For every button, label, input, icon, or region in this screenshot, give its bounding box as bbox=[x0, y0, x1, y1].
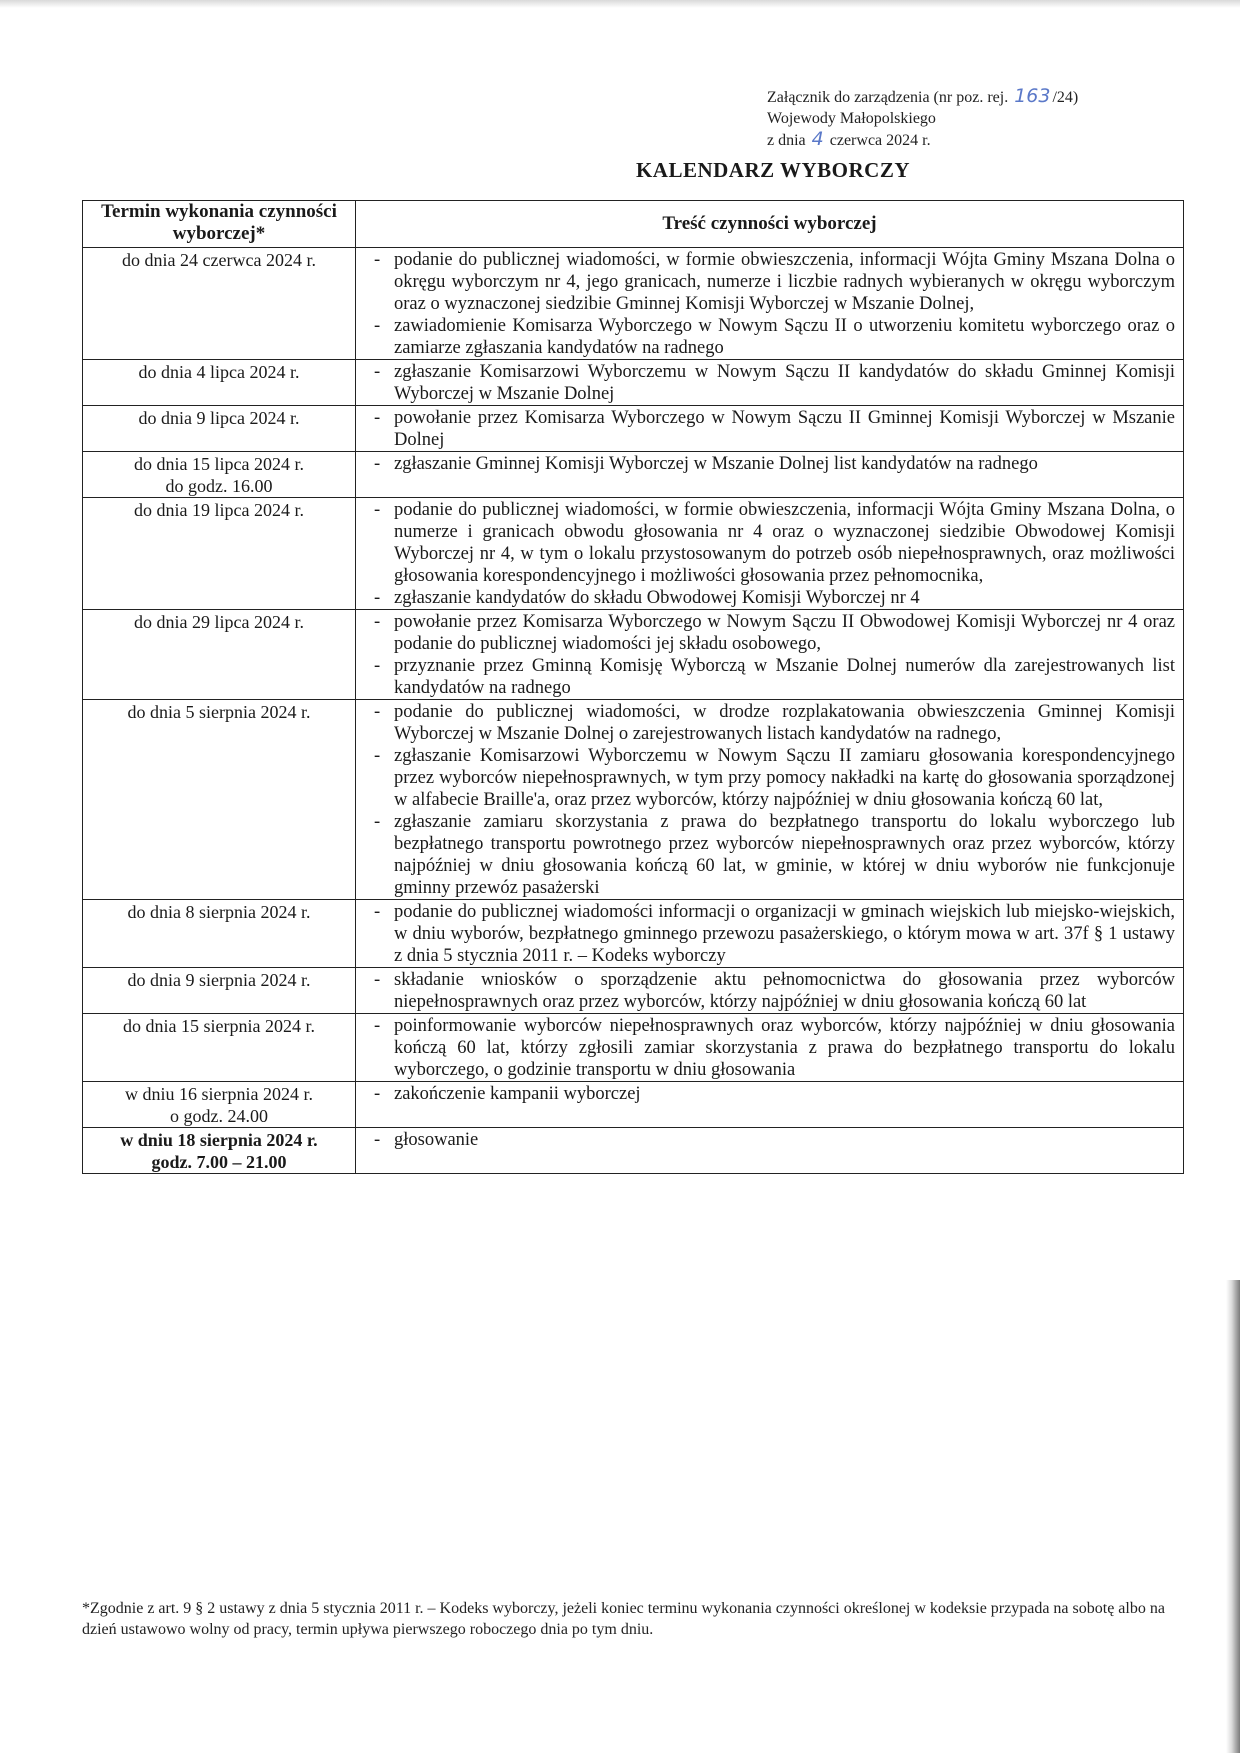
attachment-note bbox=[767, 86, 1147, 151]
attachment-ref-suffix: /24) bbox=[1052, 89, 1079, 106]
list-item bbox=[360, 499, 1175, 587]
content-cell bbox=[356, 452, 1184, 498]
attachment-ref-prefix: Załącznik do zarządzenia (nr poz. rej. bbox=[767, 89, 1009, 106]
table-row bbox=[83, 1128, 1184, 1174]
dash-bullet: - bbox=[374, 1130, 381, 1150]
dash-bullet: - bbox=[374, 656, 381, 676]
document-title: KALENDARZ WYBORCZY bbox=[635, 158, 911, 182]
table-row bbox=[83, 498, 1184, 610]
list-item bbox=[360, 701, 1175, 745]
list-item bbox=[360, 1015, 1175, 1081]
header-content: Treść czynności wyborczej bbox=[356, 201, 1184, 248]
dash-bullet: - bbox=[374, 362, 381, 382]
list-item bbox=[360, 315, 1175, 359]
content-cell bbox=[356, 498, 1184, 610]
table-row bbox=[83, 968, 1184, 1014]
attachment-date-suffix: czerwca 2024 r. bbox=[829, 132, 931, 149]
term-line: o godz. 24.00 bbox=[170, 1106, 268, 1126]
content-cell bbox=[356, 900, 1184, 968]
header-term: Termin wykonania czynności wyborczej* bbox=[83, 201, 356, 248]
list-item bbox=[360, 1083, 1175, 1105]
list-item-text: zgłaszanie zamiaru skorzystania z prawa do bezpłatnego transportu do lokalu wyborczego lub bezpłatnego transportu powrotnego przez wyborców niepełnosprawnych oraz przez wyborców, którzy najpóźniej w dniu głosowania kończą 60 lat, w gminie, w której w dniu wyborów nie funkcjonuje gminny przewóz pasażerski bbox=[394, 812, 1175, 898]
list-item bbox=[360, 611, 1175, 655]
table-row bbox=[83, 900, 1184, 968]
dash-bullet: - bbox=[374, 902, 381, 922]
handwritten-day: 4 bbox=[811, 128, 824, 150]
list-item bbox=[360, 361, 1175, 405]
list-item-text: zawiadomienie Komisarza Wyborczego w Nowym Sączu II o utworzeniu komitetu wyborczego oraz o zamiarze zgłaszania kandydatów na radnego bbox=[394, 316, 1175, 358]
list-item-text: powołanie przez Komisarza Wyborczego w Nowym Sączu II Gminnej Komisji Wyborczej w Mszanie Dolnej bbox=[394, 408, 1175, 450]
list-item bbox=[360, 745, 1175, 811]
term-line: do dnia 29 lipca 2024 r. bbox=[134, 612, 304, 632]
term-line: do dnia 15 lipca 2024 r. bbox=[134, 454, 304, 474]
list-item-text: zakończenie kampanii wyborczej bbox=[394, 1084, 641, 1104]
table-row bbox=[83, 610, 1184, 700]
scan-edge-top bbox=[0, 0, 1240, 8]
term-line: godz. 7.00 – 21.00 bbox=[151, 1152, 287, 1172]
content-cell bbox=[356, 406, 1184, 452]
term-line: do dnia 19 lipca 2024 r. bbox=[134, 500, 304, 520]
footnote: *Zgodnie z art. 9 § 2 ustawy z dnia 5 stycznia 2011 r. – Kodeks wyborczy, jeżeli koniec terminu wykonania czynności określonej w kodeksie przypada na sobotę albo na dzień ustawowo wolny od pracy, termin upływa pierwszego roboczego dnia po tym dniu. bbox=[82, 1600, 1165, 1638]
content-cell bbox=[356, 700, 1184, 900]
term-line: do godz. 16.00 bbox=[165, 476, 273, 496]
term-cell bbox=[83, 900, 356, 968]
content-cell bbox=[356, 610, 1184, 700]
table-row bbox=[83, 406, 1184, 452]
dash-bullet: - bbox=[374, 588, 381, 608]
list-item-text: podanie do publicznej wiadomości informacji o organizacji w gminach wiejskich lub miejsko-wiejskich, w dniu wyborów, bezpłatnego gminnego przewozu pasażerskiego, o którym mowa w art. 37f § 1 ustawy z dnia 5 stycznia 2011 r. – Kodeks wyborczy bbox=[394, 902, 1175, 966]
attachment-date-prefix: z dnia bbox=[767, 132, 806, 149]
dash-bullet: - bbox=[374, 408, 381, 428]
list-item-text: poinformowanie wyborców niepełnosprawnych oraz wyborców, którzy najpóźniej w dniu głosowania kończą 60 lat, którzy zgłosili zamiar skorzystania z prawa do bezpłatnego transportu do lokalu wyborczego, o godzinie transportu w dniu głosowania bbox=[394, 1016, 1175, 1080]
term-cell bbox=[83, 610, 356, 700]
term-cell bbox=[83, 968, 356, 1014]
table-body bbox=[83, 248, 1184, 1174]
attachment-line-3 bbox=[767, 129, 1147, 151]
term-cell bbox=[83, 1014, 356, 1082]
dash-bullet: - bbox=[374, 702, 381, 722]
term-line: do dnia 24 czerwca 2024 r. bbox=[122, 250, 316, 270]
term-cell bbox=[83, 452, 356, 498]
term-line: do dnia 9 lipca 2024 r. bbox=[138, 408, 300, 428]
content-cell bbox=[356, 248, 1184, 360]
list-item bbox=[360, 969, 1175, 1013]
table-row bbox=[83, 452, 1184, 498]
list-item-text: zgłaszanie Komisarzowi Wyborczemu w Nowym Sączu II kandydatów do składu Gminnej Komisji Wyborczej w Mszanie Dolnej bbox=[394, 362, 1175, 404]
term-cell bbox=[83, 1082, 356, 1128]
list-item bbox=[360, 901, 1175, 967]
dash-bullet: - bbox=[374, 1016, 381, 1036]
term-line: w dniu 18 sierpnia 2024 r. bbox=[120, 1130, 318, 1150]
table-row bbox=[83, 1082, 1184, 1128]
list-item-text: powołanie przez Komisarza Wyborczego w Nowym Sączu II Obwodowej Komisji Wyborczej nr 4 oraz podanie do publicznej wiadomości jej składu osobowego, bbox=[394, 612, 1175, 654]
list-item bbox=[360, 407, 1175, 451]
term-line: w dniu 16 sierpnia 2024 r. bbox=[125, 1084, 313, 1104]
term-line: do dnia 4 lipca 2024 r. bbox=[138, 362, 300, 382]
dash-bullet: - bbox=[374, 612, 381, 632]
term-cell bbox=[83, 498, 356, 610]
table-row bbox=[83, 360, 1184, 406]
table-row bbox=[83, 248, 1184, 360]
table-header-row bbox=[83, 201, 1184, 248]
table-row bbox=[83, 1014, 1184, 1082]
attachment-line-2: Wojewody Małopolskiego bbox=[767, 110, 936, 127]
list-item bbox=[360, 249, 1175, 315]
dash-bullet: - bbox=[374, 454, 381, 474]
term-line: do dnia 9 sierpnia 2024 r. bbox=[127, 970, 311, 990]
list-item-text: przyznanie przez Gminną Komisję Wyborczą w Mszanie Dolnej numerów dla zarejestrowanych list kandydatów na radnego bbox=[394, 656, 1175, 698]
list-item-text: podanie do publicznej wiadomości, w drodze rozplakatowania obwieszczenia Gminnej Komisji Wyborczej w Mszanie Dolnej o zarejestrowanych listach kandydatów na radnego, bbox=[394, 702, 1175, 744]
attachment-line-1 bbox=[767, 86, 1147, 108]
scan-edge-right bbox=[1226, 1280, 1240, 1753]
dash-bullet: - bbox=[374, 500, 381, 520]
list-item-text: zgłaszanie kandydatów do składu Obwodowej Komisji Wyborczej nr 4 bbox=[394, 588, 920, 608]
list-item-text: zgłaszanie Gminnej Komisji Wyborczej w Mszanie Dolnej list kandydatów na radnego bbox=[394, 454, 1038, 474]
dash-bullet: - bbox=[374, 812, 381, 832]
term-cell bbox=[83, 360, 356, 406]
term-cell bbox=[83, 700, 356, 900]
content-cell bbox=[356, 1128, 1184, 1174]
list-item-text: podanie do publicznej wiadomości, w formie obwieszczenia, informacji Wójta Gminy Mszana Dolna, o numerze i granicach obwodu głosowania nr 4 oraz o wyznaczonej siedzibie Obwodowej Komisji Wyborczej nr 4, w tym o lokalu przystosowanym do potrzeb osób niepełnosprawnych, oraz możliwości głosowania korespondencyjnego i możliwości głosowania przez pełnomocnika, bbox=[394, 500, 1175, 586]
list-item bbox=[360, 1129, 1175, 1151]
content-cell bbox=[356, 360, 1184, 406]
term-line: do dnia 5 sierpnia 2024 r. bbox=[127, 702, 311, 722]
term-cell bbox=[83, 1128, 356, 1174]
handwritten-reg-number: 163 bbox=[1014, 85, 1051, 107]
list-item bbox=[360, 453, 1175, 475]
term-cell bbox=[83, 406, 356, 452]
dash-bullet: - bbox=[374, 316, 381, 336]
dash-bullet: - bbox=[374, 250, 381, 270]
list-item bbox=[360, 587, 1175, 609]
term-line: do dnia 15 sierpnia 2024 r. bbox=[123, 1016, 315, 1036]
list-item-text: podanie do publicznej wiadomości, w formie obwieszczenia, informacji Wójta Gminy Mszana Dolna o okręgu wyborczym nr 4, jego granicach, numerze i liczbie radnych wybieranych w okręgu wyborczym oraz o wyznaczonej siedzibie Gminnej Komisji Wyborczej w Mszanie Dolnej, bbox=[394, 250, 1175, 314]
content-cell bbox=[356, 1014, 1184, 1082]
election-calendar-table bbox=[82, 200, 1184, 1174]
term-line: do dnia 8 sierpnia 2024 r. bbox=[127, 902, 311, 922]
term-cell bbox=[83, 248, 356, 360]
content-cell bbox=[356, 968, 1184, 1014]
table-row bbox=[83, 700, 1184, 900]
dash-bullet: - bbox=[374, 1084, 381, 1104]
list-item bbox=[360, 655, 1175, 699]
dash-bullet: - bbox=[374, 746, 381, 766]
list-item-text: głosowanie bbox=[394, 1130, 479, 1150]
content-cell bbox=[356, 1082, 1184, 1128]
list-item bbox=[360, 811, 1175, 899]
list-item-text: zgłaszanie Komisarzowi Wyborczemu w Nowym Sączu II zamiaru głosowania korespondencyjnego przez wyborców niepełnosprawnych, w tym przy pomocy nakładki na kartę do głosowania sporządzonej w alfabecie Braille'a, oraz przez wyborców, którzy najpóźniej w dniu głosowania kończą 60 lat, bbox=[394, 746, 1175, 810]
list-item-text: składanie wniosków o sporządzenie aktu pełnomocnictwa do głosowania przez wyborców niepełnosprawnych oraz przez wyborców, którzy najpóźniej w dniu głosowania kończą 60 lat bbox=[394, 970, 1175, 1012]
dash-bullet: - bbox=[374, 970, 381, 990]
